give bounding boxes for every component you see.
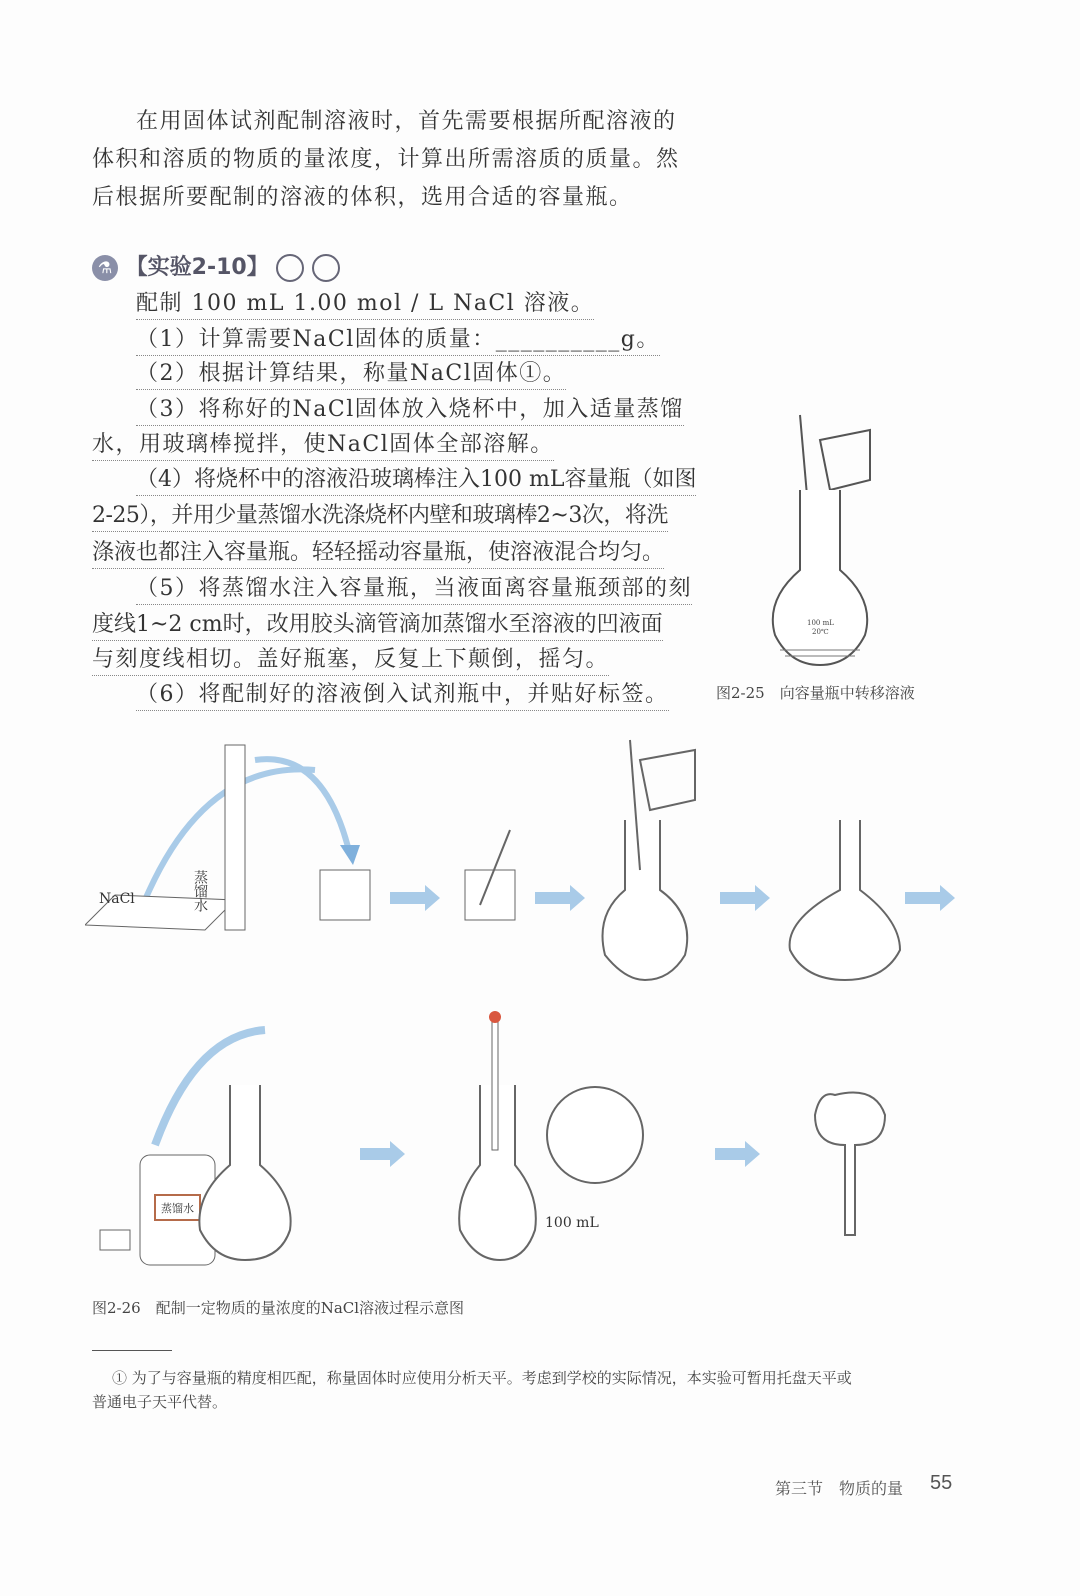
intro-line: 在用固体试剂配制溶液时，首先需要根据所配溶液的: [136, 109, 677, 134]
footnote: 普通电子天平代替。: [92, 1393, 228, 1411]
experiment-line: 与刻度线相切。盖好瓶塞，反复上下颠倒，摇匀。: [92, 642, 609, 676]
experiment-heading: ⚗ 【实验2-10】: [92, 250, 340, 282]
solution-preparation-steps-row2: [95, 1005, 925, 1275]
experiment-line: （5）将蒸馏水注入容量瓶，当液面离容量瓶颈部的刻: [136, 571, 692, 605]
experiment-line: 2-25），并用少量蒸馏水洗涤烧杯内壁和玻璃棒2~3次，将洗: [92, 498, 668, 532]
experiment-line: 度线1~2 cm时，改用胶头滴管滴加蒸馏水至溶液的凹液面: [92, 607, 663, 641]
experiment-line: 水，用玻璃棒搅拌，使NaCl固体全部溶解。: [92, 427, 554, 461]
svg-text:NaCl: NaCl: [99, 891, 135, 907]
page-number: 55: [930, 1472, 953, 1494]
experiment-line: （4）将烧杯中的溶液沿玻璃棒注入100 mL容量瓶（如图: [136, 462, 696, 496]
experiment-line: （3）将称好的NaCl固体放入烧杯中，加入适量蒸馏: [136, 392, 684, 426]
experiment-line: （6）将配制好的溶液倒入试剂瓶中，并贴好标签。: [136, 677, 669, 711]
hand-wash-icon: [312, 254, 340, 282]
experiment-line: 配制 100 mL 1.00 mol / L NaCl 溶液。: [136, 286, 594, 320]
figure-caption: 图2-25 向容量瓶中转移溶液: [716, 684, 915, 702]
intro-line: 后根据所要配制的溶液的体积，选用合适的容量瓶。: [92, 185, 633, 210]
experiment-line: 涤液也都注入容量瓶。轻轻摇动容量瓶，使溶液混合均匀。: [92, 535, 664, 569]
solution-preparation-steps-row1: [85, 720, 985, 1000]
safety-icon: [276, 254, 304, 282]
svg-text:蒸馏水: 蒸馏水: [192, 870, 208, 912]
flask-icon: ⚗: [92, 255, 118, 281]
svg-text:蒸馏水: 蒸馏水: [161, 1202, 194, 1215]
svg-text:100 mL: 100 mL: [545, 1215, 599, 1231]
experiment-line: （1）计算需要NaCl固体的质量：__________g。: [136, 322, 660, 356]
svg-text:100 mL: 100 mL: [807, 619, 834, 627]
svg-text:20℃: 20℃: [812, 628, 829, 636]
volumetric-flask-transfer-figure: [760, 410, 890, 670]
footnote: ① 为了与容量瓶的精度相匹配，称量固体时应使用分析天平。考虑到学校的实际情况，本实验可暂用托盘天平或: [112, 1369, 852, 1387]
section-footer: 第三节 物质的量: [775, 1479, 904, 1498]
experiment-line: （2）根据计算结果，称量NaCl固体①。: [136, 356, 566, 390]
figure-caption: 图2-26 配制一定物质的量浓度的NaCl溶液过程示意图: [92, 1299, 465, 1317]
footnote-divider: [92, 1350, 172, 1351]
intro-line: 体积和溶质的物质的量浓度，计算出所需溶质的质量。然: [92, 147, 680, 172]
